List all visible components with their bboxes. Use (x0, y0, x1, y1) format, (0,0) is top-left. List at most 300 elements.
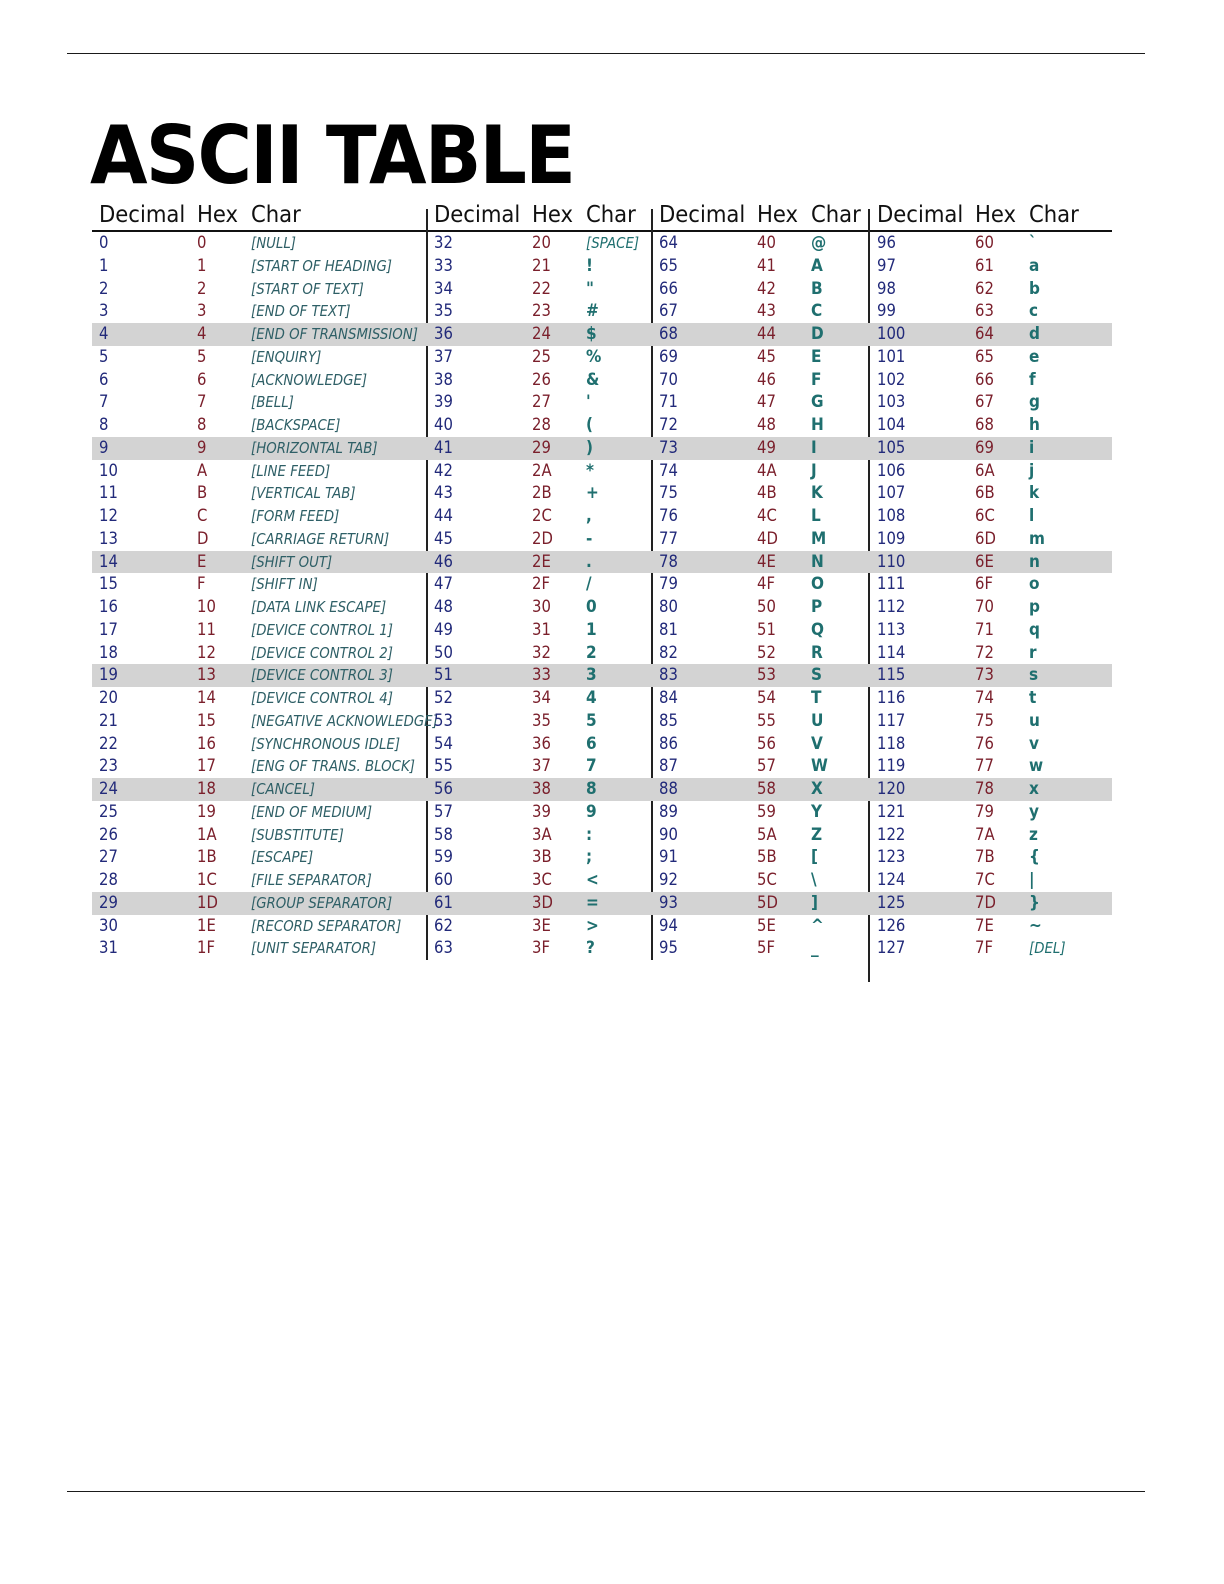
decimal-cell: 24 (99, 779, 118, 798)
table-row (92, 778, 1112, 801)
top-rule (67, 53, 1145, 54)
hex-cell: 46 (757, 369, 776, 389)
decimal-cell: 34 (434, 278, 453, 298)
hex-cell: 10 (197, 597, 216, 616)
decimal-cell: 92 (659, 870, 678, 889)
table-row (92, 915, 1112, 938)
char-cell: ] (811, 892, 819, 913)
table-row (92, 505, 1112, 528)
decimal-cell: 76 (659, 506, 678, 525)
hex-cell: 39 (532, 801, 551, 821)
decimal-cell: 10 (99, 460, 118, 480)
char-cell: [ESCAPE] (251, 848, 314, 867)
char-cell: E (811, 346, 822, 367)
char-cell: @ (811, 233, 827, 253)
decimal-cell: 61 (434, 892, 453, 912)
decimal-cell: 113 (877, 619, 906, 639)
hex-cell: 2D (532, 528, 553, 548)
hex-cell: 7F (975, 938, 993, 958)
char-cell: ~ (1029, 915, 1042, 936)
decimal-cell: 78 (659, 551, 678, 571)
hex-cell: D (197, 528, 209, 548)
char-cell: l (1029, 506, 1035, 526)
char-cell: [END OF TRANSMISSION] (251, 325, 418, 343)
char-cell: R (811, 642, 823, 663)
header-char-2: Char (586, 202, 636, 228)
char-cell: 8 (586, 779, 597, 799)
decimal-cell: 29 (99, 892, 118, 912)
char-cell: x (1029, 779, 1039, 799)
decimal-cell: 50 (434, 642, 453, 662)
decimal-cell: 55 (434, 756, 453, 776)
decimal-cell: 1 (99, 255, 109, 275)
char-cell: , (586, 506, 592, 526)
char-cell: [ENQUIRY] (251, 347, 322, 366)
hex-cell: 59 (757, 801, 776, 821)
decimal-cell: 127 (877, 938, 906, 958)
decimal-cell: 107 (877, 483, 906, 503)
char-cell: r (1029, 642, 1037, 663)
hex-cell: 14 (197, 688, 216, 707)
hex-cell: 4 (197, 324, 207, 343)
decimal-cell: 31 (99, 938, 118, 958)
hex-cell: 3A (532, 824, 552, 844)
decimal-cell: 111 (877, 574, 906, 594)
hex-cell: 37 (532, 756, 551, 776)
char-cell: k (1029, 483, 1040, 504)
char-cell: * (586, 460, 595, 481)
decimal-cell: 89 (659, 801, 678, 821)
hex-cell: 20 (532, 233, 551, 252)
decimal-cell: 96 (877, 233, 896, 252)
char-cell: o (1029, 574, 1040, 595)
hex-cell: 5B (757, 847, 777, 867)
hex-cell: 31 (532, 619, 551, 639)
decimal-cell: 35 (434, 301, 453, 321)
hex-cell: 4D (757, 528, 778, 548)
hex-cell: 25 (532, 346, 551, 366)
hex-cell: 4B (757, 483, 777, 503)
char-cell: [LINE FEED] (251, 461, 331, 480)
char-cell: / (586, 574, 592, 595)
hex-cell: 75 (975, 710, 994, 730)
decimal-cell: 57 (434, 801, 453, 821)
hex-cell: 50 (757, 597, 776, 616)
table-row (92, 232, 1112, 255)
decimal-cell: 86 (659, 733, 678, 753)
table-row (92, 846, 1112, 869)
decimal-cell: 73 (659, 437, 678, 457)
decimal-cell: 99 (877, 301, 896, 321)
char-cell: Q (811, 619, 825, 640)
hex-cell: 7A (975, 824, 995, 844)
hex-cell: 22 (532, 278, 551, 298)
hex-cell: 38 (532, 779, 551, 798)
char-cell: [VERTICAL TAB] (251, 484, 356, 503)
hex-cell: 30 (532, 597, 551, 616)
decimal-cell: 66 (659, 278, 678, 298)
decimal-cell: 68 (659, 324, 678, 343)
char-cell: M (811, 528, 827, 549)
decimal-cell: 65 (659, 255, 678, 275)
hex-cell: 55 (757, 710, 776, 730)
char-cell: ( (586, 415, 594, 435)
char-cell: Z (811, 824, 823, 845)
char-cell: [START OF HEADING] (251, 256, 393, 275)
hex-cell: 1C (197, 870, 217, 889)
table-row (92, 642, 1112, 665)
header-hex-1: Hex (197, 202, 239, 228)
table-row (92, 733, 1112, 756)
decimal-cell: 49 (434, 619, 453, 639)
hex-cell: 1F (197, 938, 215, 958)
char-cell: $ (586, 324, 597, 344)
hex-cell: 11 (197, 619, 216, 639)
decimal-cell: 2 (99, 278, 109, 298)
char-cell: = (586, 892, 599, 913)
char-cell: [SPACE] (586, 234, 640, 252)
decimal-cell: 4 (99, 324, 109, 343)
hex-cell: 17 (197, 756, 216, 776)
table-row (92, 346, 1112, 369)
decimal-cell: 97 (877, 255, 896, 275)
char-cell: ; (586, 847, 593, 868)
decimal-cell: 90 (659, 824, 678, 844)
char-cell: . (586, 551, 592, 572)
hex-cell: 7B (975, 847, 995, 867)
decimal-cell: 67 (659, 301, 678, 321)
char-cell: U (811, 710, 824, 731)
hex-cell: 41 (757, 255, 776, 275)
hex-cell: C (197, 506, 208, 525)
hex-cell: 52 (757, 642, 776, 662)
hex-cell: 6B (975, 483, 995, 503)
decimal-cell: 85 (659, 710, 678, 730)
hex-cell: 3D (532, 892, 553, 912)
char-cell: i (1029, 437, 1035, 458)
decimal-cell: 17 (99, 619, 118, 639)
decimal-cell: 104 (877, 415, 906, 434)
char-cell: [RECORD SEPARATOR] (251, 916, 402, 935)
decimal-cell: 54 (434, 733, 453, 753)
decimal-cell: 36 (434, 324, 453, 343)
decimal-cell: 18 (99, 642, 118, 662)
decimal-cell: 60 (434, 870, 453, 889)
char-cell: T (811, 688, 822, 708)
hex-cell: 6C (975, 506, 995, 525)
decimal-cell: 91 (659, 847, 678, 867)
hex-cell: 1B (197, 847, 217, 867)
hex-cell: 16 (197, 733, 216, 753)
char-cell: ? (586, 938, 595, 959)
hex-cell: 3B (532, 847, 552, 867)
decimal-cell: 80 (659, 597, 678, 616)
header-decimal-4: Decimal (877, 202, 964, 228)
hex-cell: F (197, 574, 206, 594)
hex-cell: 7E (975, 915, 994, 935)
decimal-cell: 7 (99, 392, 109, 412)
hex-cell: B (197, 483, 208, 503)
char-cell: X (811, 779, 823, 799)
header-hex-4: Hex (975, 202, 1017, 228)
hex-cell: 15 (197, 710, 216, 730)
char-cell: [SHIFT OUT] (251, 552, 333, 571)
char-cell: 9 (586, 801, 597, 822)
decimal-cell: 37 (434, 346, 453, 366)
hex-cell: 5D (757, 892, 778, 912)
table-row (92, 323, 1112, 346)
decimal-cell: 45 (434, 528, 453, 548)
decimal-cell: 106 (877, 460, 906, 480)
decimal-cell: 33 (434, 255, 453, 275)
decimal-cell: 110 (877, 551, 906, 571)
decimal-cell: 88 (659, 779, 678, 798)
char-cell: W (811, 756, 828, 777)
hex-cell: 33 (532, 665, 551, 685)
table-row (92, 391, 1112, 414)
hex-cell: 56 (757, 733, 776, 753)
char-cell: [DEVICE CONTROL 1] (251, 620, 393, 639)
hex-cell: 2C (532, 506, 552, 525)
char-cell: [END OF TEXT] (251, 302, 351, 321)
char-cell: 4 (586, 688, 597, 708)
char-cell: [FILE SEPARATOR] (251, 871, 372, 889)
hex-cell: 79 (975, 801, 994, 821)
char-cell: t (1029, 688, 1037, 708)
hex-cell: 66 (975, 369, 994, 389)
hex-cell: 5A (757, 824, 777, 844)
char-cell: ` (1029, 233, 1037, 253)
decimal-cell: 71 (659, 392, 678, 412)
table-row (92, 596, 1112, 619)
char-cell: [DEVICE CONTROL 3] (251, 666, 393, 685)
char-cell: y (1029, 801, 1039, 822)
decimal-cell: 21 (99, 710, 118, 730)
header-decimal-3: Decimal (659, 202, 746, 228)
char-cell: 5 (586, 710, 597, 731)
char-cell: [DEL] (1029, 939, 1066, 958)
hex-cell: 35 (532, 710, 551, 730)
hex-cell: 29 (532, 437, 551, 457)
char-cell: I (811, 437, 817, 458)
table-row (92, 414, 1112, 437)
table-row (92, 255, 1112, 278)
decimal-cell: 19 (99, 665, 118, 685)
hex-cell: 28 (532, 415, 551, 434)
char-cell: V (811, 733, 823, 754)
decimal-cell: 53 (434, 710, 453, 730)
char-cell: P (811, 597, 823, 617)
decimal-cell: 52 (434, 688, 453, 707)
decimal-cell: 51 (434, 665, 453, 685)
char-cell: [BACKSPACE] (251, 416, 341, 434)
char-cell: G (811, 392, 824, 413)
decimal-cell: 120 (877, 779, 906, 798)
decimal-cell: 27 (99, 847, 118, 867)
decimal-cell: 123 (877, 847, 906, 867)
header-decimal-2: Decimal (434, 202, 521, 228)
hex-cell: 78 (975, 779, 994, 798)
hex-cell: 65 (975, 346, 994, 366)
hex-cell: 49 (757, 437, 776, 457)
hex-cell: 68 (975, 415, 994, 434)
decimal-cell: 41 (434, 437, 453, 457)
char-cell: d (1029, 324, 1040, 344)
decimal-cell: 26 (99, 824, 118, 844)
decimal-cell: 63 (434, 938, 453, 958)
decimal-cell: 93 (659, 892, 678, 912)
hex-cell: 5E (757, 915, 776, 935)
char-cell: S (811, 665, 823, 686)
decimal-cell: 115 (877, 665, 906, 685)
char-cell: h (1029, 415, 1040, 435)
char-cell: N (811, 551, 824, 572)
header-char-4: Char (1029, 202, 1079, 228)
hex-cell: 5C (757, 870, 777, 889)
char-cell: [CARRIAGE RETURN] (251, 529, 390, 548)
hex-cell: 2E (532, 551, 551, 571)
decimal-cell: 47 (434, 574, 453, 594)
char-cell: 2 (586, 642, 597, 663)
table-row (92, 619, 1112, 642)
decimal-cell: 83 (659, 665, 678, 685)
char-cell: q (1029, 619, 1040, 640)
hex-cell: 4F (757, 574, 775, 594)
decimal-cell: 15 (99, 574, 118, 594)
decimal-cell: 6 (99, 369, 109, 389)
char-cell: [BELL] (251, 393, 294, 412)
char-cell: [END OF MEDIUM] (251, 802, 373, 821)
table-row (92, 573, 1112, 596)
decimal-cell: 38 (434, 369, 453, 389)
decimal-cell: 100 (877, 324, 906, 343)
decimal-cell: 39 (434, 392, 453, 412)
char-cell: | (1029, 870, 1035, 890)
char-cell: c (1029, 301, 1039, 322)
char-cell: ^ (811, 915, 824, 936)
decimal-cell: 28 (99, 870, 118, 889)
hex-cell: 2F (532, 574, 550, 594)
char-cell: b (1029, 278, 1040, 299)
hex-cell: 2B (532, 483, 552, 503)
hex-cell: 3 (197, 301, 207, 321)
char-cell: H (811, 415, 824, 435)
char-cell: B (811, 278, 823, 299)
table-row (92, 369, 1112, 392)
decimal-cell: 42 (434, 460, 453, 480)
decimal-cell: 95 (659, 938, 678, 958)
char-cell: 7 (586, 756, 597, 777)
hex-cell: 2A (532, 460, 552, 480)
hex-cell: 12 (197, 642, 216, 662)
decimal-cell: 30 (99, 915, 118, 935)
decimal-cell: 126 (877, 915, 906, 935)
char-cell: > (586, 915, 599, 936)
decimal-cell: 13 (99, 528, 118, 548)
table-row (92, 300, 1112, 323)
decimal-cell: 20 (99, 688, 118, 707)
hex-cell: 6E (975, 551, 994, 571)
decimal-cell: 77 (659, 528, 678, 548)
char-cell: F (811, 369, 822, 390)
char-cell: Y (811, 801, 823, 822)
decimal-cell: 5 (99, 346, 109, 366)
hex-cell: 9 (197, 437, 207, 457)
char-cell: [GROUP SEPARATOR] (251, 893, 393, 912)
char-cell: ! (586, 255, 593, 276)
char-cell: 0 (586, 597, 597, 617)
hex-cell: 3C (532, 870, 552, 889)
hex-cell: 13 (197, 665, 216, 685)
hex-cell: 34 (532, 688, 551, 707)
table-row (92, 687, 1112, 710)
hex-cell: 7D (975, 892, 996, 912)
hex-cell: 62 (975, 278, 994, 298)
char-cell: [NULL] (251, 234, 296, 252)
hex-cell: 63 (975, 301, 994, 321)
char-cell: ' (586, 392, 591, 413)
char-cell: 1 (586, 619, 597, 640)
char-cell: [CANCEL] (251, 780, 315, 798)
table-row (92, 482, 1112, 505)
table-row (92, 755, 1112, 778)
decimal-cell: 11 (99, 483, 118, 503)
table-row (92, 437, 1112, 460)
decimal-cell: 56 (434, 779, 453, 798)
hex-cell: 7C (975, 870, 995, 889)
header-hex-2: Hex (532, 202, 574, 228)
char-cell: [START OF TEXT] (251, 279, 364, 298)
hex-cell: 77 (975, 756, 994, 776)
char-cell: L (811, 506, 821, 526)
hex-cell: 6D (975, 528, 996, 548)
hex-cell: 60 (975, 233, 994, 252)
char-cell: [UNIT SEPARATOR] (251, 939, 377, 958)
char-cell: s (1029, 665, 1039, 686)
char-cell: u (1029, 710, 1040, 731)
decimal-cell: 117 (877, 710, 906, 730)
char-cell: [DEVICE CONTROL 4] (251, 689, 393, 707)
hex-cell: 3F (532, 938, 550, 958)
hex-cell: 6 (197, 369, 207, 389)
char-cell: _ (811, 938, 819, 959)
hex-cell: 43 (757, 301, 776, 321)
hex-cell: 71 (975, 619, 994, 639)
decimal-cell: 40 (434, 415, 453, 434)
char-cell: : (586, 824, 593, 845)
char-cell: # (586, 301, 599, 322)
hex-cell: 64 (975, 324, 994, 343)
char-cell: [ENG OF TRANS. BLOCK] (251, 757, 415, 776)
hex-cell: 72 (975, 642, 994, 662)
decimal-cell: 103 (877, 392, 906, 412)
hex-cell: 73 (975, 665, 994, 685)
decimal-cell: 94 (659, 915, 678, 935)
hex-cell: 19 (197, 801, 216, 821)
char-cell: j (1029, 460, 1035, 481)
hex-cell: 21 (532, 255, 551, 275)
table-row (92, 710, 1112, 733)
decimal-cell: 79 (659, 574, 678, 594)
hex-cell: 23 (532, 301, 551, 321)
char-cell: - (586, 528, 593, 549)
decimal-cell: 112 (877, 597, 906, 616)
table-row (92, 801, 1112, 824)
decimal-cell: 25 (99, 801, 118, 821)
decimal-cell: 75 (659, 483, 678, 503)
page-title: ASCII TABLE (90, 109, 575, 202)
decimal-cell: 108 (877, 506, 906, 525)
